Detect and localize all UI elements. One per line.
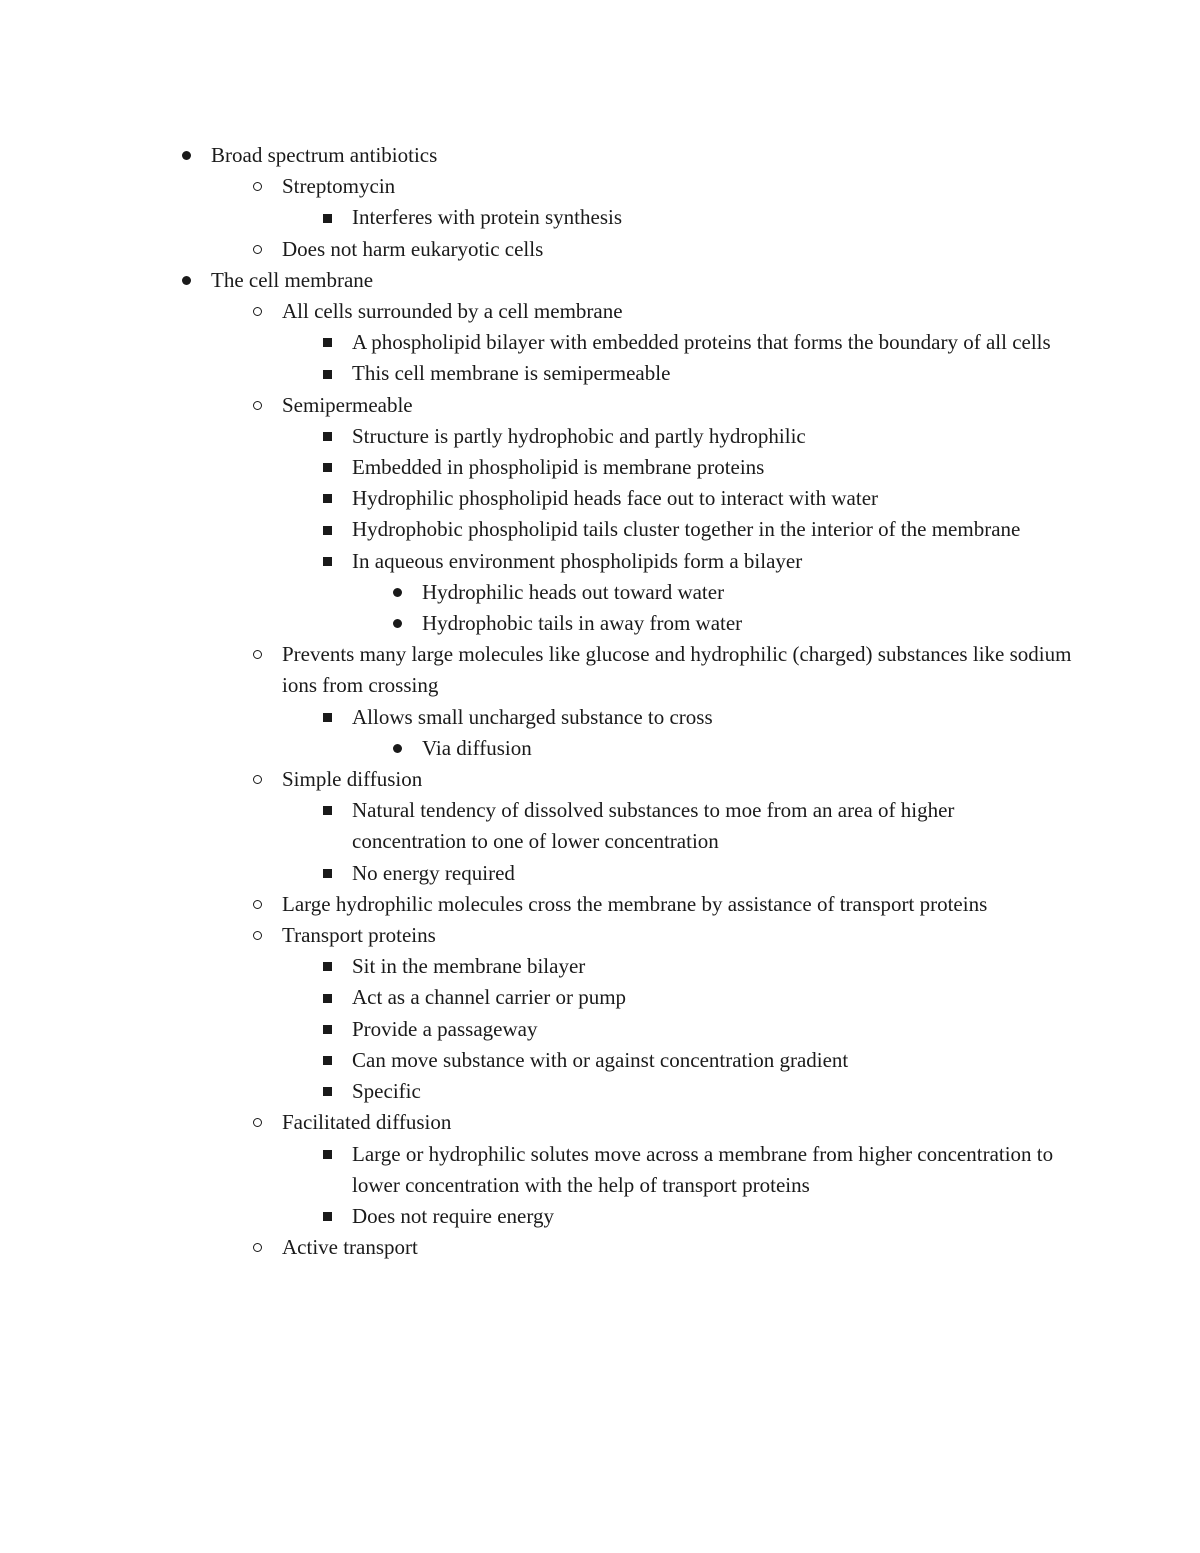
outline-item-text: Embedded in phospholipid is membrane proteins [352,455,765,480]
outline-item-level-1 [282,390,1072,421]
outline-item-text: Hydrophobic tails in away from water [422,611,743,636]
square-bullet [317,452,337,483]
hollow-circle-bullet [247,1107,267,1138]
outline-item-level-2 [352,951,1072,982]
outline-item-text: Prevents many large molecules like glucose and hydrophilic (charged) substances like sodium ions from crossing [282,642,1072,698]
outline-item-level-2 [352,982,1072,1013]
square-bullet [317,327,337,358]
outline-item-text: All cells surrounded by a cell membrane [282,299,623,324]
bulleted-outline [0,140,1200,1263]
outline-item-text: Act as a channel carrier or pump [352,985,627,1010]
square-bullet [317,202,337,233]
outline-item-text: Via diffusion [422,735,532,760]
square-bullet [317,982,337,1013]
outline-item-level-1 [282,920,1072,951]
square-bullet [317,421,337,452]
filled-circle-bullet [387,733,407,764]
outline-item-text: In aqueous environment phospholipids form a bilayer [352,548,803,573]
outline-item-text: Facilitated diffusion [282,1110,452,1135]
outline-item-text: Active transport [282,1235,418,1260]
outline-item-level-2 [352,1076,1072,1107]
hollow-circle-bullet [247,171,267,202]
outline-item-text: Natural tendency of dissolved substances to moe from an area of higher concentration to one of lower concentration [352,798,955,854]
square-bullet [317,702,337,733]
hollow-circle-bullet [247,234,267,265]
outline-item-text: Sit in the membrane bilayer [352,954,586,979]
outline-item-text: Structure is partly hydrophobic and partly hydrophilic [352,423,806,448]
outline-item-text: Transport proteins [282,923,436,948]
square-bullet [317,951,337,982]
outline-item-level-1 [282,764,1072,795]
outline-item-level-2 [352,1045,1072,1076]
outline-item-level-2 [352,795,1072,857]
square-bullet [317,858,337,889]
outline-item-level-2 [352,1139,1072,1201]
outline-item-level-0 [211,140,1071,171]
outline-item-text: Broad spectrum antibiotics [211,143,438,167]
filled-circle-bullet [176,140,196,171]
outline-item-text: Large hydrophilic molecules cross the membrane by assistance of transport proteins [282,891,988,916]
outline-item-text: Large or hydrophilic solutes move across a membrane from higher concentration to lower concentration with the help of transport proteins [352,1141,1054,1197]
outline-item-level-1 [282,171,1072,202]
outline-item-text: Provide a passageway [352,1016,538,1041]
outline-item-text: Allows small uncharged substance to cross [352,704,713,729]
outline-item-level-1 [282,889,1072,920]
outline-item-level-3 [422,577,1072,608]
hollow-circle-bullet [247,1232,267,1263]
square-bullet [317,483,337,514]
outline-item-text: Specific [352,1079,421,1104]
outline-item-level-2 [352,858,1072,889]
outline-item-text: Interferes with protein synthesis [352,205,623,230]
outline-item-text: Hydrophobic phospholipid tails cluster together in the interior of the membrane [352,517,1021,542]
outline-item-text: Hydrophilic phospholipid heads face out to interact with water [352,486,879,511]
outline-item-level-1 [282,234,1072,265]
hollow-circle-bullet [247,764,267,795]
outline-item-level-2 [352,327,1072,358]
square-bullet [317,1201,337,1232]
outline-item-level-2 [352,358,1072,389]
square-bullet [317,1045,337,1076]
outline-item-text: Simple diffusion [282,767,423,792]
outline-item-level-2 [352,1014,1072,1045]
outline-item-level-1 [282,1107,1072,1138]
hollow-circle-bullet [247,920,267,951]
square-bullet [317,358,337,389]
filled-circle-bullet [387,577,407,608]
outline-item-level-3 [422,608,1072,639]
square-bullet [317,1139,337,1170]
square-bullet [317,1014,337,1045]
outline-item-level-2 [352,702,1072,733]
filled-circle-bullet [176,265,196,296]
outline-item-level-2 [352,546,1072,577]
outline-item-text: A phospholipid bilayer with embedded proteins that forms the boundary of all cells [352,330,1051,355]
outline-item-text: Does not harm eukaryotic cells [282,236,544,261]
outline-item-level-2 [352,483,1072,514]
hollow-circle-bullet [247,390,267,421]
hollow-circle-bullet [247,639,267,670]
outline-item-text: Streptomycin [282,174,396,199]
outline-item-text: Hydrophilic heads out toward water [422,579,725,604]
outline-item-level-1 [282,639,1072,701]
outline-item-level-2 [352,421,1072,452]
outline-item-text: Does not require energy [352,1203,554,1228]
outline-item-text: Semipermeable [282,392,413,417]
outline-item-level-1 [282,1232,1072,1263]
square-bullet [317,795,337,826]
outline-item-level-2 [352,452,1072,483]
outline-item-level-3 [422,733,1072,764]
outline-item-text: This cell membrane is semipermeable [352,361,671,386]
outline-item-text: No energy required [352,860,515,885]
filled-circle-bullet [387,608,407,639]
outline-item-level-0 [211,265,1071,296]
hollow-circle-bullet [247,296,267,327]
outline-item-level-2 [352,514,1072,545]
outline-item-level-1 [282,296,1072,327]
hollow-circle-bullet [247,889,267,920]
outline-item-level-2 [352,202,1072,233]
outline-item-text: Can move substance with or against concentration gradient [352,1047,849,1072]
square-bullet [317,1076,337,1107]
square-bullet [317,514,337,545]
square-bullet [317,546,337,577]
outline-item-level-2 [352,1201,1072,1232]
outline-item-text: The cell membrane [211,267,374,292]
